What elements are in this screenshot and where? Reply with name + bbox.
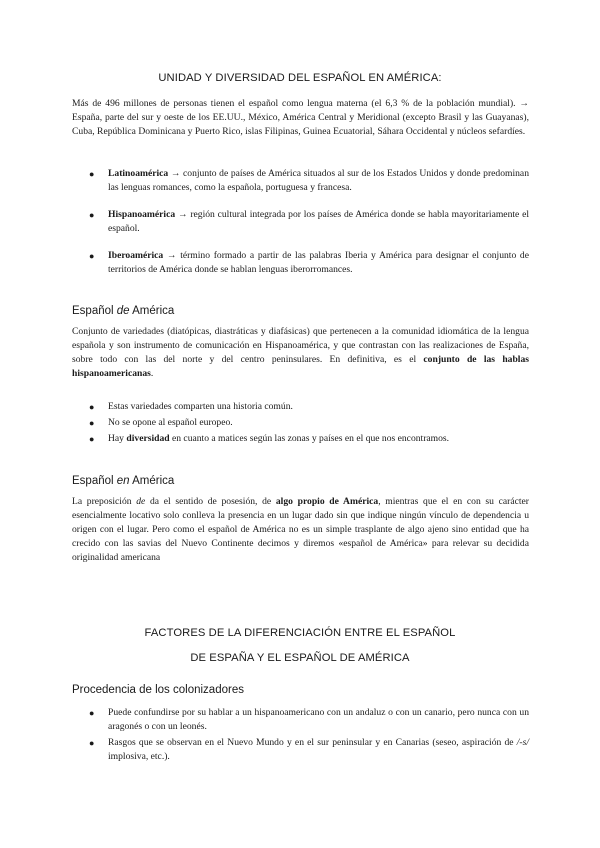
term-label: Latinoamérica	[108, 168, 169, 179]
term-definition: → región cultural integrada por los países de América donde se habla mayoritariamente el español.	[108, 209, 529, 234]
section-title: UNIDAD Y DIVERSIDAD DEL ESPAÑOL EN AMÉRICA:	[158, 72, 442, 84]
bullet-icon: ●	[89, 434, 95, 444]
term-definition: → conjunto de países de América situados al sur de los Estados Unidos y donde predominan las lenguas romances, como la española, portuguesa y francesa.	[108, 168, 529, 193]
bullet-icon: ●	[89, 708, 95, 718]
espanol-en-paragraph: La preposición de da el sentido de posesión, de algo propio de América, mientras que el en con su carácter esencialmente locativo solo conlleva la presencia en un lugar dado sin que indique ningún vínculo de dependencia u origen con el lugar. Pero como el español de América no es un simple trasplante de algo ajeno sino entidad que ha crecido con las savias del Nuevo Continente decimos y diremos «español de América» para relevar su decidida originalidad americana	[72, 496, 529, 563]
terms-list	[72, 167, 529, 290]
section2-title-line2: DE ESPAÑA Y EL ESPAÑOL DE AMÉRICA	[190, 652, 410, 664]
subheading-espanol-en: Español en América	[72, 475, 175, 487]
term-label: Hispanoamérica	[108, 209, 176, 220]
list-item: ● Puede confundirse por su hablar a un hispanoamericano con un andaluz o con un canario, pero nunca con un aragonés o con un leonés.	[89, 707, 529, 732]
list-item: ● No se opone al español europeo.	[89, 417, 233, 428]
bullet-icon: ●	[89, 738, 95, 748]
list-item: ● Rasgos que se observan en el Nuevo Mundo y en el sur peninsular y en Canarias (seseo, aspiración de /-s/ implosiva, etc.).	[89, 737, 529, 762]
section2-title-line1: FACTORES DE LA DIFERENCIACIÓN ENTRE EL ESPAÑOL	[144, 627, 456, 639]
list-item	[72, 167, 529, 195]
bullet-icon: ●	[89, 251, 95, 261]
term-label: Iberoamérica	[108, 250, 164, 261]
espanol-de-paragraph: Conjunto de variedades (diatópicas, diastráticas y diafásicas) que pertenecen a la comunidad idiomática de la lengua española y son instrumento de comunicación en Hispanoamérica, y que contrastan con las realizaciones de España, sobre todo con las del norte y del centro peninsulares. En definitiva, es el conjunto de las hablas hispanoamericanas.	[72, 326, 529, 379]
subheading-espanol-de: Español de América	[72, 305, 175, 317]
bullet-icon: ●	[89, 169, 95, 179]
procedencia-list	[72, 706, 529, 766]
bullet-icon: ●	[89, 210, 95, 220]
subheading-procedencia: Procedencia de los colonizadores	[72, 684, 244, 696]
list-item	[72, 249, 529, 277]
intro-paragraph: Más de 496 millones de personas tienen el español como lengua materna (el 6,3 % de la población mundial). → España, parte del sur y oeste de los EE.UU., México, América Central y Meridional (excepto Brasil y las Guayanas), Cuba, República Dominicana y Puerto Rico, islas Filipinas, Guinea Ecuatorial, Sáhara Occidental y núcleos sefardíes.	[72, 98, 529, 137]
list-item: ● Hay diversidad en cuanto a matices según las zonas y países en el que nos encontramos.	[89, 433, 450, 444]
espanol-de-list	[72, 400, 529, 448]
list-item	[72, 208, 529, 236]
bullet-icon: ●	[89, 402, 95, 412]
term-definition: → término formado a partir de las palabras Iberia y América para designar el conjunto de territorios de América donde se hablan lenguas iberorromances.	[108, 250, 529, 275]
list-item: ● Estas variedades comparten una historia común.	[89, 401, 293, 412]
bullet-icon: ●	[89, 418, 95, 428]
